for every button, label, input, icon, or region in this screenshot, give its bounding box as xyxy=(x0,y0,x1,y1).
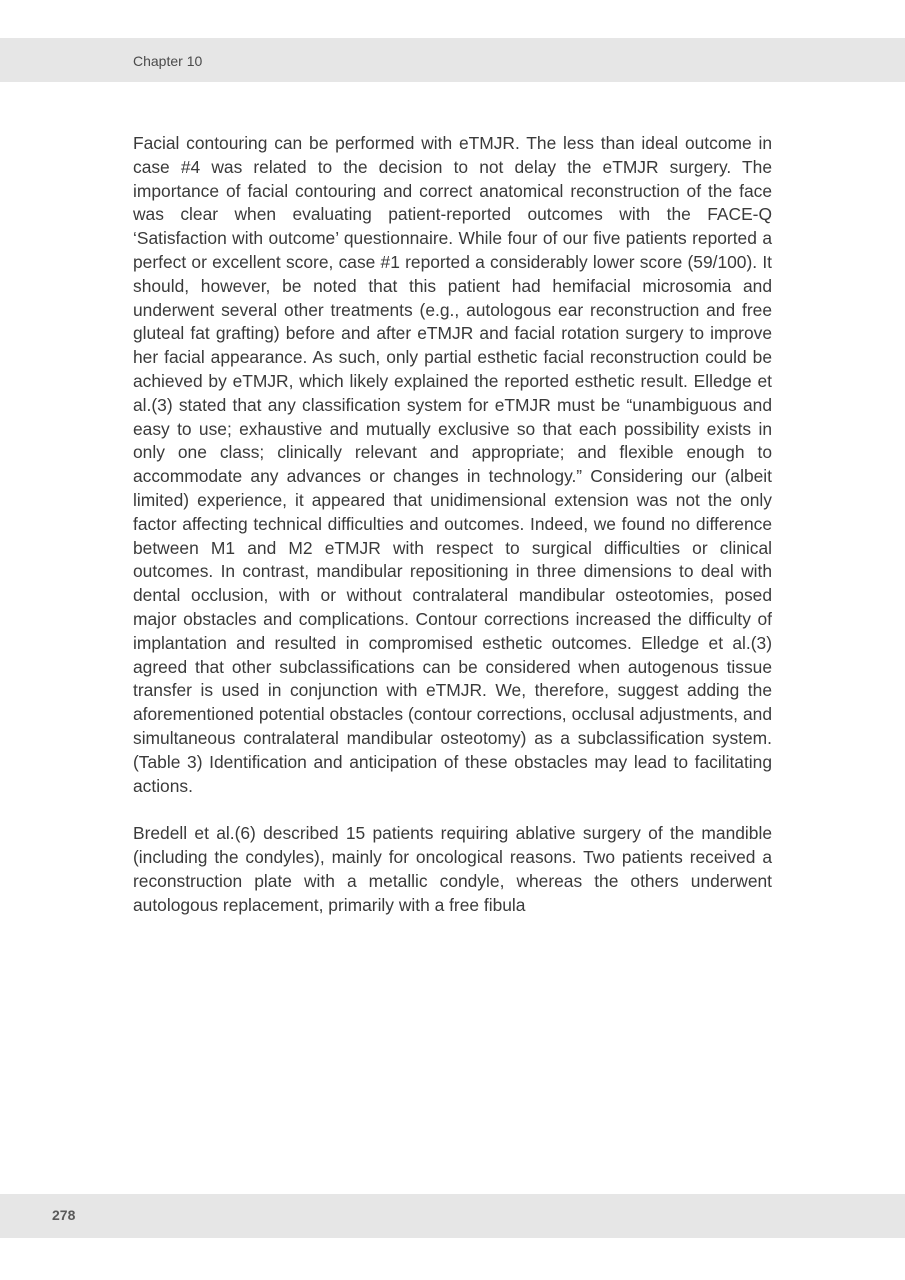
paragraph: Bredell et al.(6) described 15 patients requiring ablative surgery of the mandible (including the condyles), mainly for oncological reasons. Two patients received a reconstruction plate with a metallic condyle, whereas the others underwent autologous replacement, primarily with a free fibula xyxy=(133,823,772,915)
chapter-label: Chapter 10 xyxy=(133,53,203,69)
body-text xyxy=(133,132,772,942)
page-number: 278 xyxy=(52,1207,76,1223)
paragraph: Facial contouring can be performed with eTMJR. The less than ideal outcome in case #4 was related to the decision to not delay the eTMJR surgery. The importance of facial contouring and correct anatomical reconstruction of the face was clear when evaluating patient-reported outcomes with the FACE-Q ‘Satisfaction with outcome’ questionnaire. While four of our five patients reported a perfect or excellent score, case #1 reported a considerably lower score (59/100). It should, however, be noted that this patient had hemifacial microsomia and underwent several other treatments (e.g., autologous ear reconstruction and free gluteal fat grafting) before and after eTMJR and facial rotation surgery to improve her facial appearance. As such, only partial esthetic facial reconstruction could be achieved by eTMJR, which likely explained the reported esthetic result. Elledge et al.(3) stated that any classification system for eTMJR must be “unambiguous and easy to use; exhaustive and mutually exclusive so that each possibility exists in only one class; clinically relevant and appropriate; and flexible enough to accommodate any advances or changes in technology.” Considering our (albeit limited) experience, it appeared that unidimensional extension was not the only factor affecting technical difficulties and outcomes. Indeed, we found no difference between M1 and M2 eTMJR with respect to surgical difficulties or clinical outcomes. In contrast, mandibular repositioning in three dimensions to deal with dental occlusion, with or without contralateral mandibular osteotomies, posed major obstacles and complications. Contour corrections increased the difficulty of implantation and resulted in compromised esthetic outcomes. Elledge et al.(3) agreed that other subclassifications can be considered when autogenous tissue transfer is used in conjunction with eTMJR. We, therefore, suggest adding the aforementioned potential obstacles (contour corrections, occlusal adjustments, and simultaneous contralateral mandibular osteotomy) as a subclassification system. (Table 3) Identification and anticipation of these obstacles may lead to facilitating actions. xyxy=(133,133,772,796)
footer-band xyxy=(0,1194,905,1238)
